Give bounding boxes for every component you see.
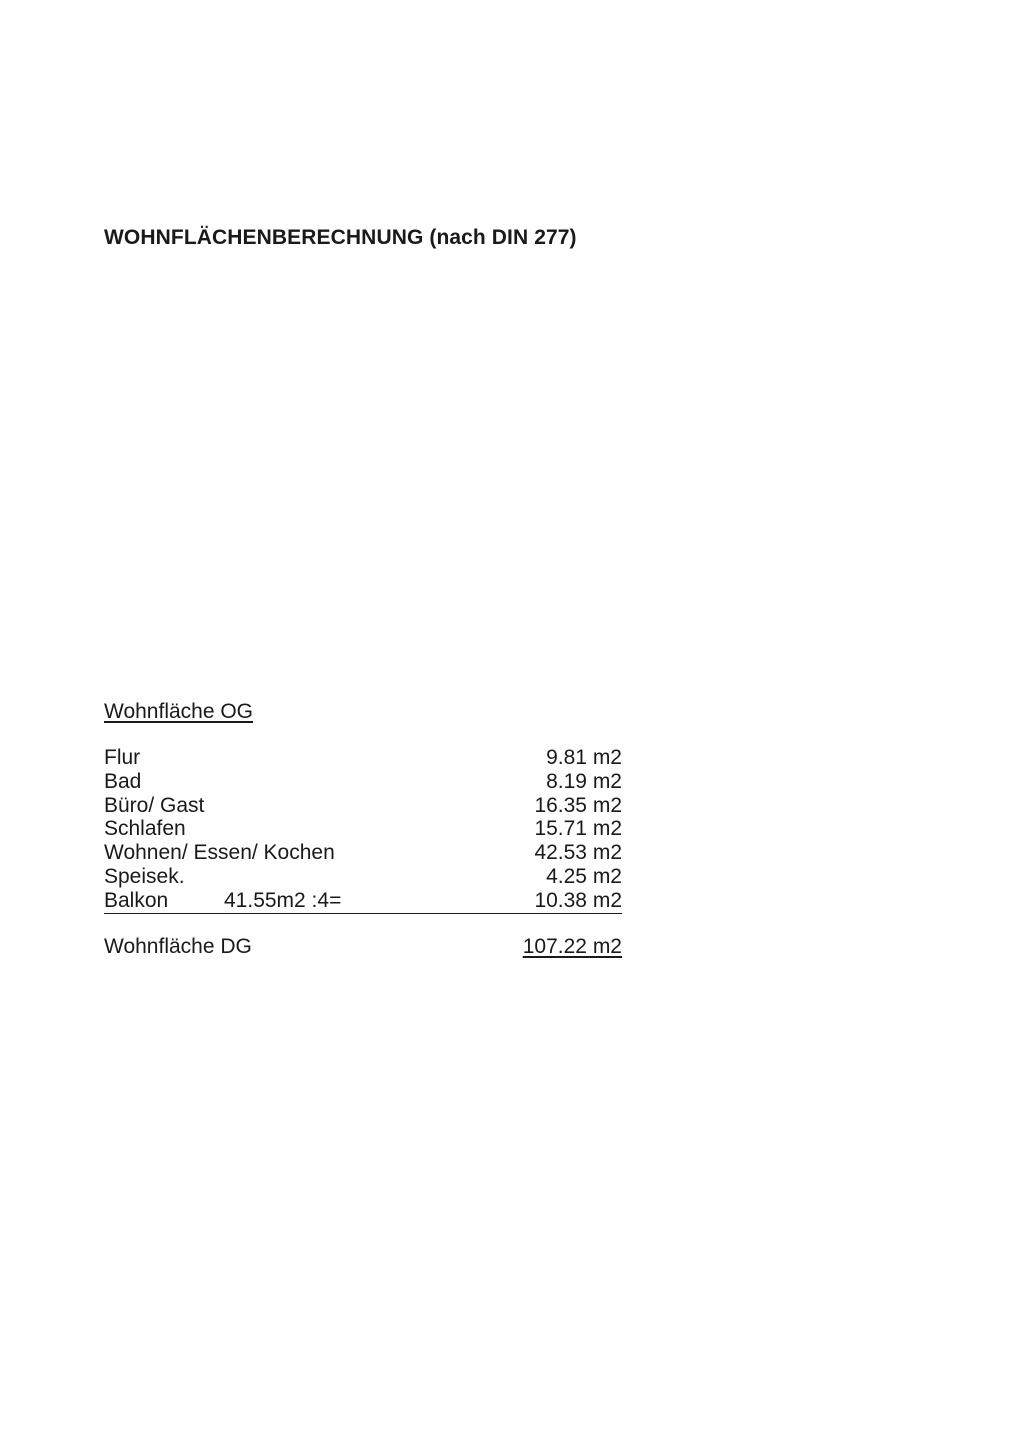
room-list [104,746,622,914]
page-title: WOHNFLÄCHENBERECHNUNG (nach DIN 277) [104,226,577,249]
room-row-balkon [104,889,622,914]
room-area: 15.71 m2 [534,817,622,841]
section-heading: Wohnfläche OG [104,700,254,723]
room-area: 4.25 m2 [546,864,622,888]
room-label: Balkon [104,888,169,912]
room-label: Schlafen [104,817,186,841]
room-area: 8.19 m2 [546,769,622,793]
room-row-buero-gast [104,794,622,818]
total-label: Wohnfläche DG [104,935,252,958]
room-row-bad [104,770,622,794]
total-row [104,934,622,960]
room-label: Speisek. [104,864,185,888]
room-label: Bad [104,769,142,793]
room-calculation: 41.55m2 :4= [224,888,342,912]
room-label: Wohnen/ Essen/ Kochen [104,841,335,865]
room-area: 16.35 m2 [534,793,622,817]
room-row-schlafen [104,817,622,841]
room-area: 9.81 m2 [546,746,622,769]
room-row-speisek [104,865,622,889]
room-row-wohnen-essen-kochen [104,841,622,865]
room-label: Flur [104,746,141,769]
room-area: 42.53 m2 [534,841,622,865]
room-label: Büro/ Gast [104,793,205,817]
room-row-flur [104,746,622,770]
room-area: 10.38 m2 [534,888,622,912]
total-area: 107.22 m2 [522,935,622,958]
